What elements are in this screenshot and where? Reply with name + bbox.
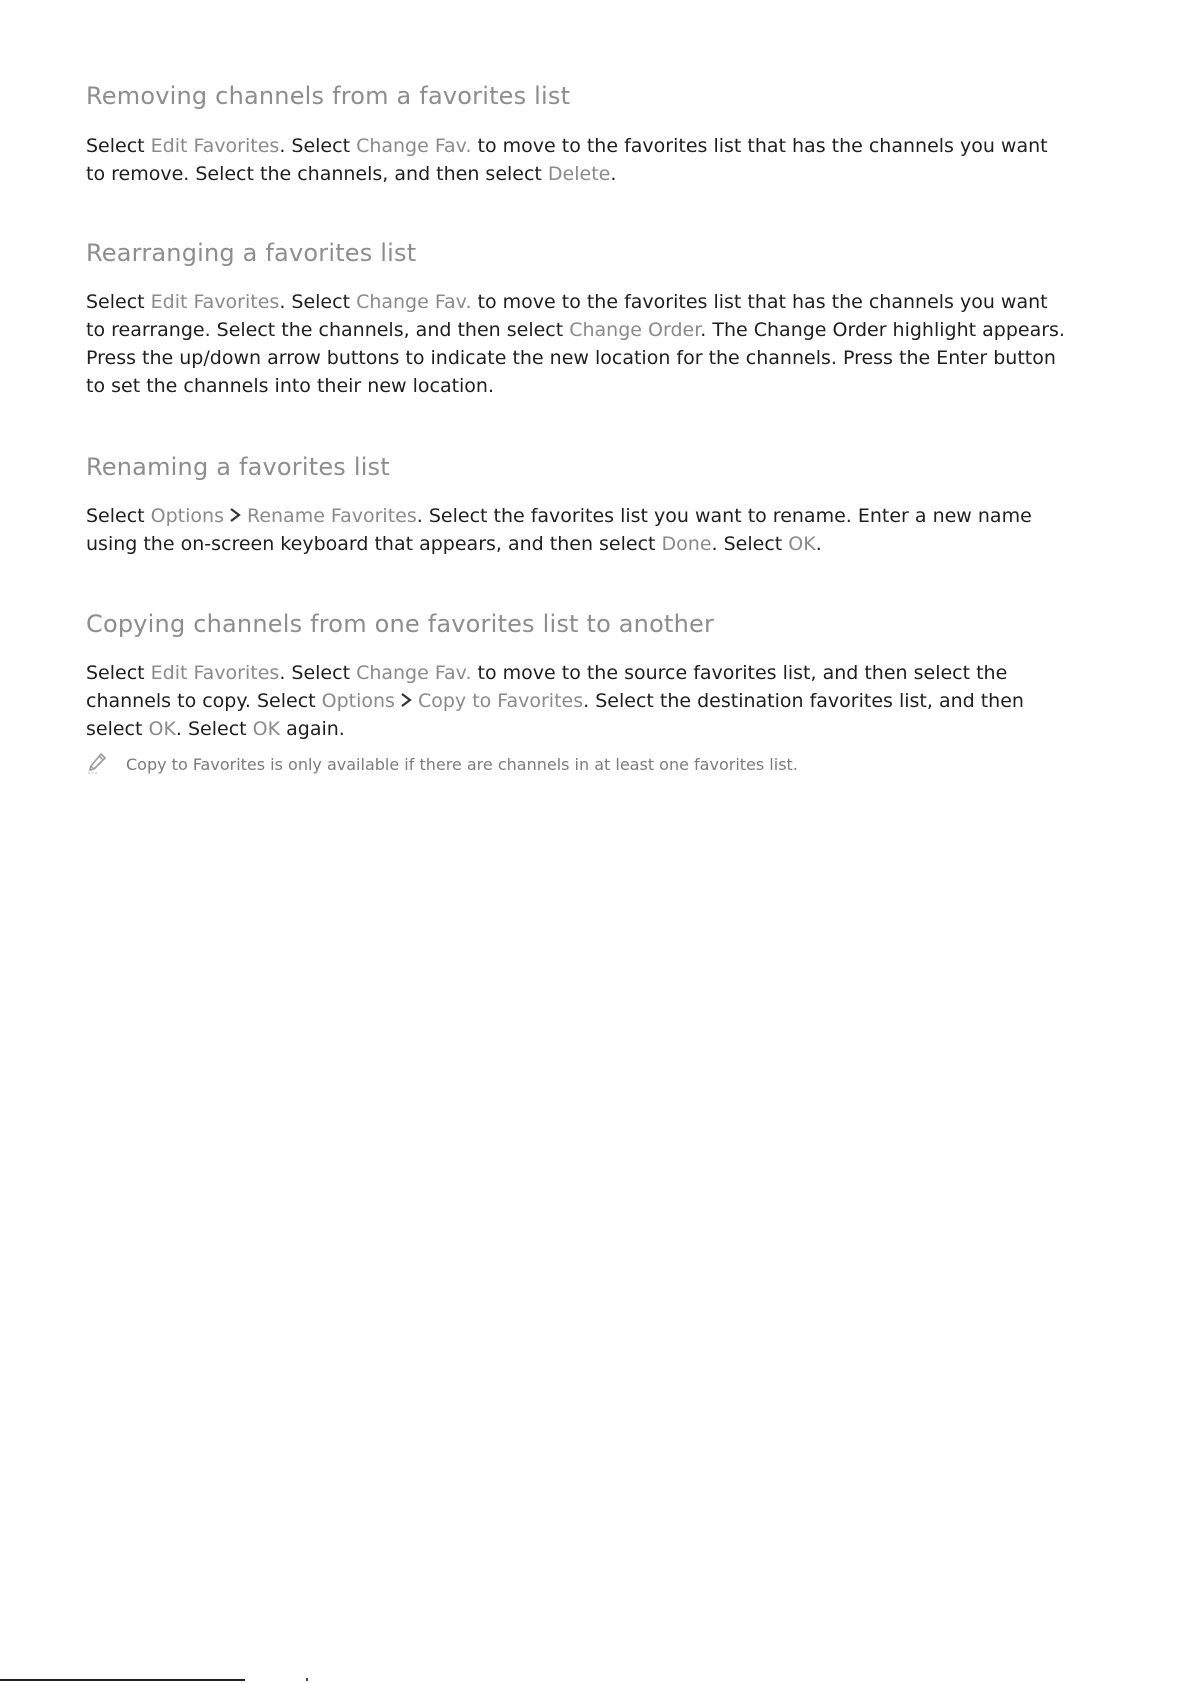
menu-reference: Edit Favorites [150, 135, 280, 157]
section-heading-removing-channels: Removing channels from a favorites list [86, 82, 571, 110]
text-segment: to rearrange. Select the channels, and then select [86, 319, 570, 341]
text-segment: to set the channels into their new location. [86, 375, 495, 397]
menu-reference: OK [788, 533, 816, 555]
note-text: is only available if there are channels in at least one favorites list. [265, 755, 798, 774]
text-segment: to move to the favorites list that has the channels you want [471, 135, 1048, 157]
footer-tick [306, 1678, 308, 1681]
menu-reference: Options [150, 505, 224, 527]
text-line [86, 502, 1126, 530]
note [86, 752, 798, 778]
section-heading-rearranging: Rearranging a favorites list [86, 239, 417, 267]
text-line [86, 530, 1126, 558]
text-segment: to remove. Select the channels, and then select [86, 163, 548, 185]
text-segment: . Select [279, 662, 357, 684]
text-line [86, 659, 1126, 687]
menu-reference: Copy to Favorites [417, 690, 584, 712]
text-segment: to move to the source favorites list, and then select the [471, 662, 1008, 684]
menu-reference: Rename Favorites [246, 505, 417, 527]
text-line [86, 687, 1126, 715]
text-line [86, 316, 1126, 344]
menu-reference: Done [661, 533, 712, 555]
text-segment: . [610, 163, 617, 185]
menu-reference: Edit Favorites [150, 662, 280, 684]
text-line [86, 344, 1126, 372]
text-segment: . Select [175, 718, 253, 740]
text-segment: . Select [711, 533, 789, 555]
chevron-right-icon [398, 689, 414, 707]
menu-reference: Change Fav. [356, 662, 472, 684]
text-segment: Select [86, 505, 151, 527]
text-segment: . Select [279, 291, 357, 313]
text-segment: . Select the destination favorites list, and then [583, 690, 1024, 712]
text-segment: . Select the favorites list you want to rename. Enter a new name [416, 505, 1032, 527]
text-line [86, 132, 1126, 160]
section-body-copying-channels [86, 659, 1126, 743]
menu-reference: OK [252, 718, 281, 740]
note-highlight: Copy to Favorites [126, 755, 266, 774]
section-heading-copying-channels: Copying channels from one favorites list to another [86, 610, 715, 638]
text-segment: to move to the favorites list that has the channels you want [471, 291, 1048, 313]
menu-reference: Edit Favorites [150, 291, 280, 313]
text-segment: again. [280, 718, 345, 740]
menu-reference: Change Order [569, 319, 701, 341]
section-body-rearranging [86, 288, 1126, 400]
text-line [86, 715, 1126, 743]
text-segment: . The Change Order highlight appears. [700, 319, 1065, 341]
text-segment: . [815, 533, 822, 555]
text-line [86, 372, 1126, 400]
text-segment: Select [86, 662, 151, 684]
text-segment: select [86, 718, 149, 740]
text-segment: Press the up/down arrow buttons to indicate the new location for the channels. Press the Enter button [86, 347, 1056, 369]
text-segment: Select [86, 291, 151, 313]
footer-rule [0, 1679, 245, 1681]
text-line [86, 288, 1126, 316]
text-segment: channels to copy. Select [86, 690, 322, 712]
chevron-right-icon [227, 504, 243, 522]
section-heading-renaming: Renaming a favorites list [86, 453, 390, 481]
section-body-removing-channels [86, 132, 1126, 188]
section-body-renaming [86, 502, 1126, 558]
text-line [86, 160, 1126, 188]
menu-reference: OK [148, 718, 176, 740]
menu-reference: Change Fav. [356, 291, 472, 313]
text-segment: using the on-screen keyboard that appears, and then select [86, 533, 662, 555]
text-segment: Select [86, 135, 151, 157]
text-segment: . Select [279, 135, 357, 157]
menu-reference: Change Fav. [356, 135, 472, 157]
menu-reference: Delete [547, 163, 611, 185]
menu-reference: Options [321, 690, 395, 712]
pencil-icon [86, 752, 108, 776]
